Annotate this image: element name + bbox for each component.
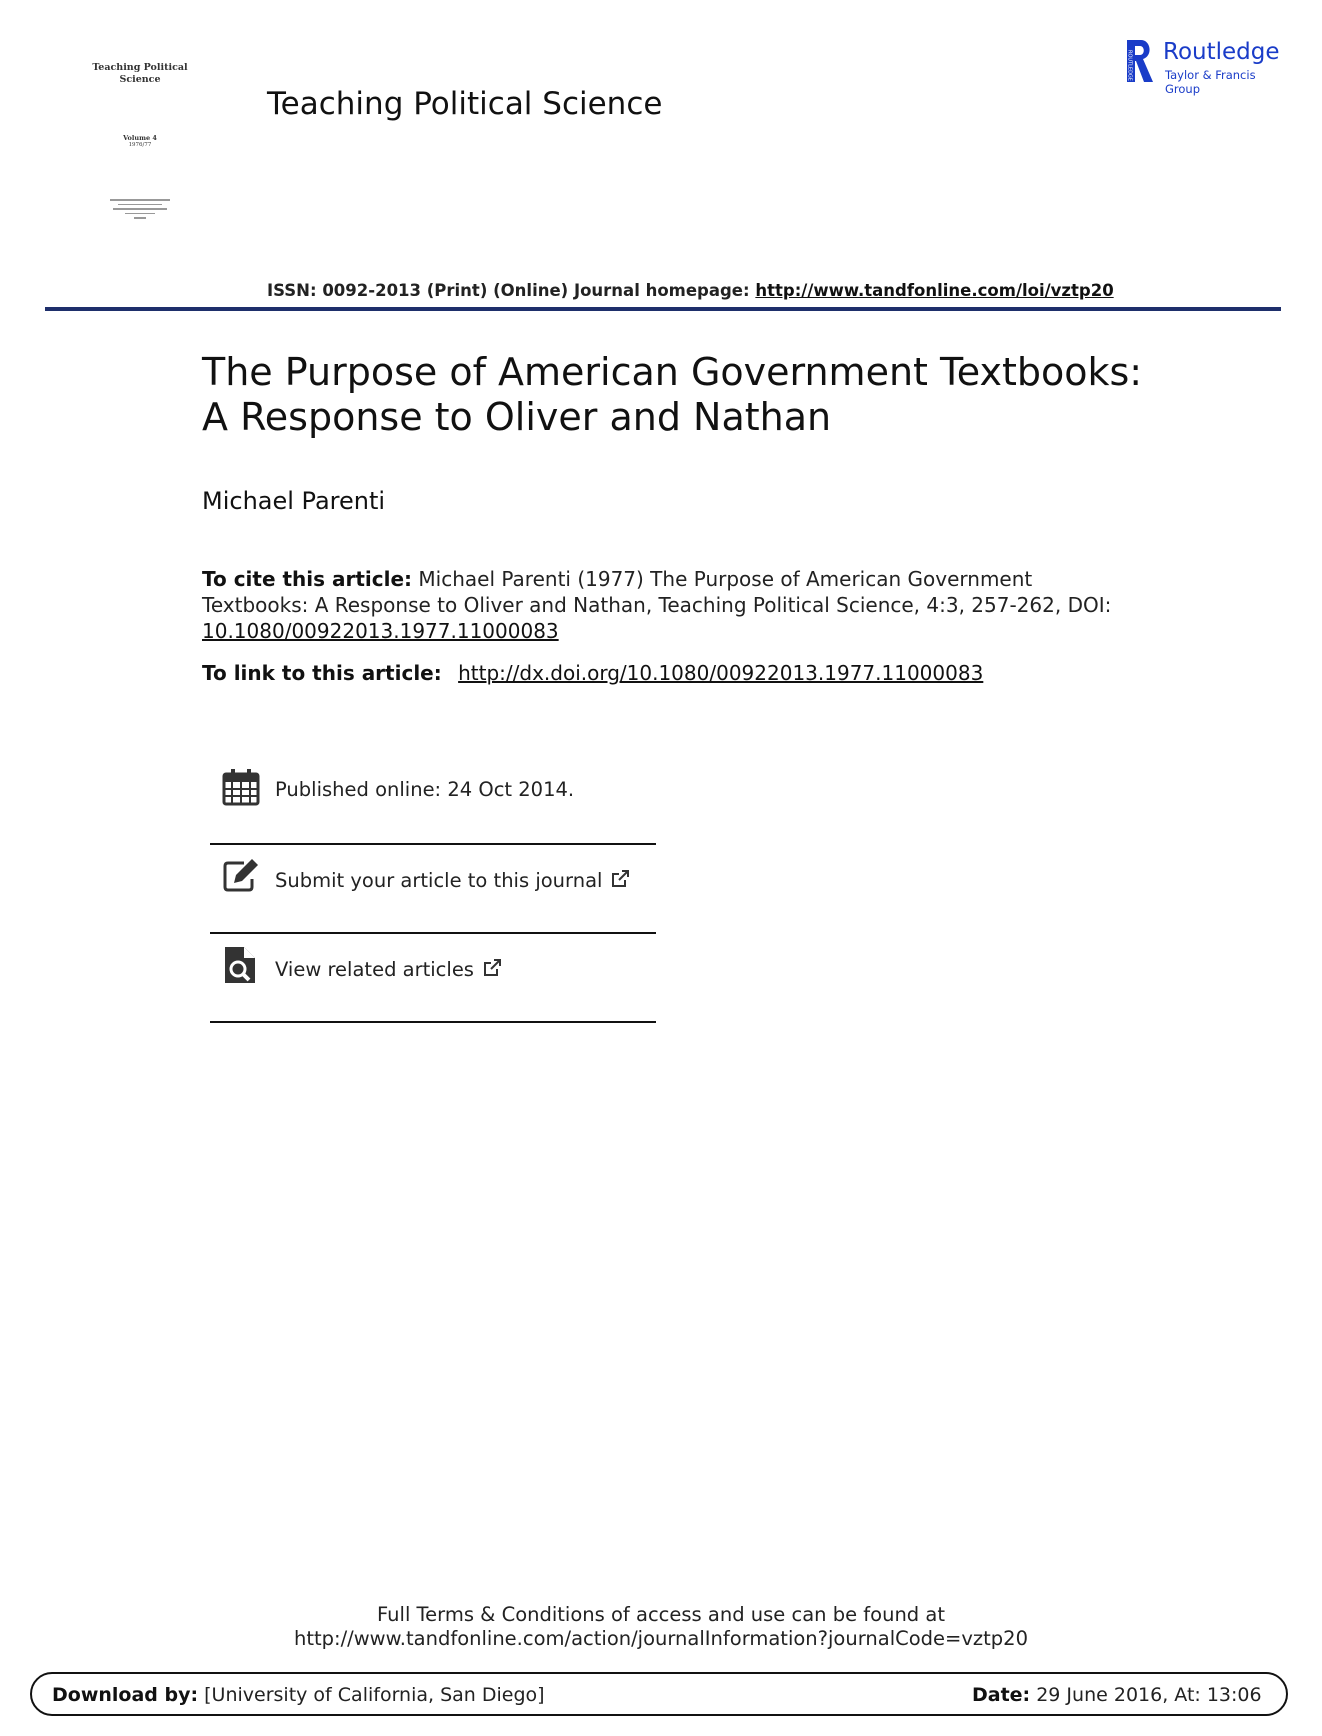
search-document-icon bbox=[222, 946, 260, 984]
submit-article-row[interactable] bbox=[210, 845, 656, 933]
download-by-value: [University of California, San Diego] bbox=[204, 1684, 545, 1706]
journal-homepage-link[interactable]: http://www.tandfonline.com/loi/vztp20 bbox=[755, 281, 1114, 300]
cite-doi-link[interactable]: 10.1080/00922013.1977.11000083 bbox=[202, 619, 559, 643]
download-date-value: 29 June 2016, At: 13:06 bbox=[1036, 1684, 1262, 1706]
article-author: Michael Parenti bbox=[202, 487, 386, 515]
article-link-line bbox=[202, 661, 983, 685]
calendar-icon bbox=[222, 768, 260, 806]
published-online-row bbox=[210, 746, 656, 834]
related-articles-row[interactable] bbox=[210, 934, 656, 1022]
issn-text: ISSN: 0092-2013 (Print) (Online) Journal homepage: bbox=[267, 281, 756, 300]
cover-volume: Volume 4 bbox=[123, 134, 157, 142]
routledge-r-icon bbox=[1125, 38, 1155, 84]
cover-title: Teaching Political Science bbox=[92, 62, 188, 85]
external-link-icon bbox=[482, 958, 502, 978]
article-title-line-2: A Response to Oliver and Nathan bbox=[202, 395, 832, 439]
external-link-icon bbox=[610, 869, 630, 889]
article-title-line-1: The Purpose of American Government Textbooks: bbox=[202, 350, 1143, 394]
article-title bbox=[202, 350, 1162, 440]
cover-years: 1976/77 bbox=[128, 142, 152, 148]
related-articles-text: View related articles bbox=[275, 958, 474, 981]
edit-icon bbox=[222, 857, 260, 895]
cover-fine-print bbox=[106, 199, 174, 219]
terms-url[interactable]: http://www.tandfonline.com/action/journalInformation?journalCode=vztp20 bbox=[294, 1627, 1028, 1650]
submit-article-text: Submit your article to this journal bbox=[275, 869, 603, 892]
download-date bbox=[972, 1684, 1262, 1706]
publisher-name: Routledge bbox=[1163, 39, 1280, 65]
related-articles-link[interactable] bbox=[275, 958, 502, 981]
terms-and-conditions bbox=[0, 1603, 1322, 1651]
journal-title: Teaching Political Science bbox=[267, 86, 663, 122]
issn-line bbox=[267, 281, 1114, 300]
publisher-subtitle: Taylor & Francis Group bbox=[1165, 68, 1256, 96]
download-by bbox=[52, 1684, 545, 1706]
submit-article-link[interactable] bbox=[275, 869, 630, 892]
terms-line-1: Full Terms & Conditions of access and use can be found at bbox=[377, 1603, 945, 1626]
download-by-label: Download by: bbox=[52, 1684, 199, 1706]
download-date-label: Date: bbox=[972, 1684, 1031, 1706]
citation-block bbox=[202, 566, 1122, 644]
article-doi-link[interactable]: http://dx.doi.org/10.1080/00922013.1977.11000083 bbox=[458, 661, 984, 685]
header-divider bbox=[45, 307, 1281, 311]
cite-text: Michael Parenti (1977) The Purpose of American Government Textbooks: A Response to Oliver and Nathan, Teaching Political Science, 4:3, 257-262, DOI: bbox=[202, 567, 1112, 617]
svg-text:ROUTLEDGE: ROUTLEDGE bbox=[1126, 50, 1133, 81]
journal-cover-thumbnail bbox=[92, 62, 188, 232]
published-online-text: Published online: 24 Oct 2014. bbox=[275, 778, 575, 801]
cite-label: To cite this article: bbox=[202, 567, 413, 591]
divider bbox=[210, 1021, 656, 1023]
link-label: To link to this article: bbox=[202, 661, 442, 685]
routledge-logo[interactable] bbox=[1125, 38, 1285, 96]
download-info-bar bbox=[30, 1672, 1288, 1716]
